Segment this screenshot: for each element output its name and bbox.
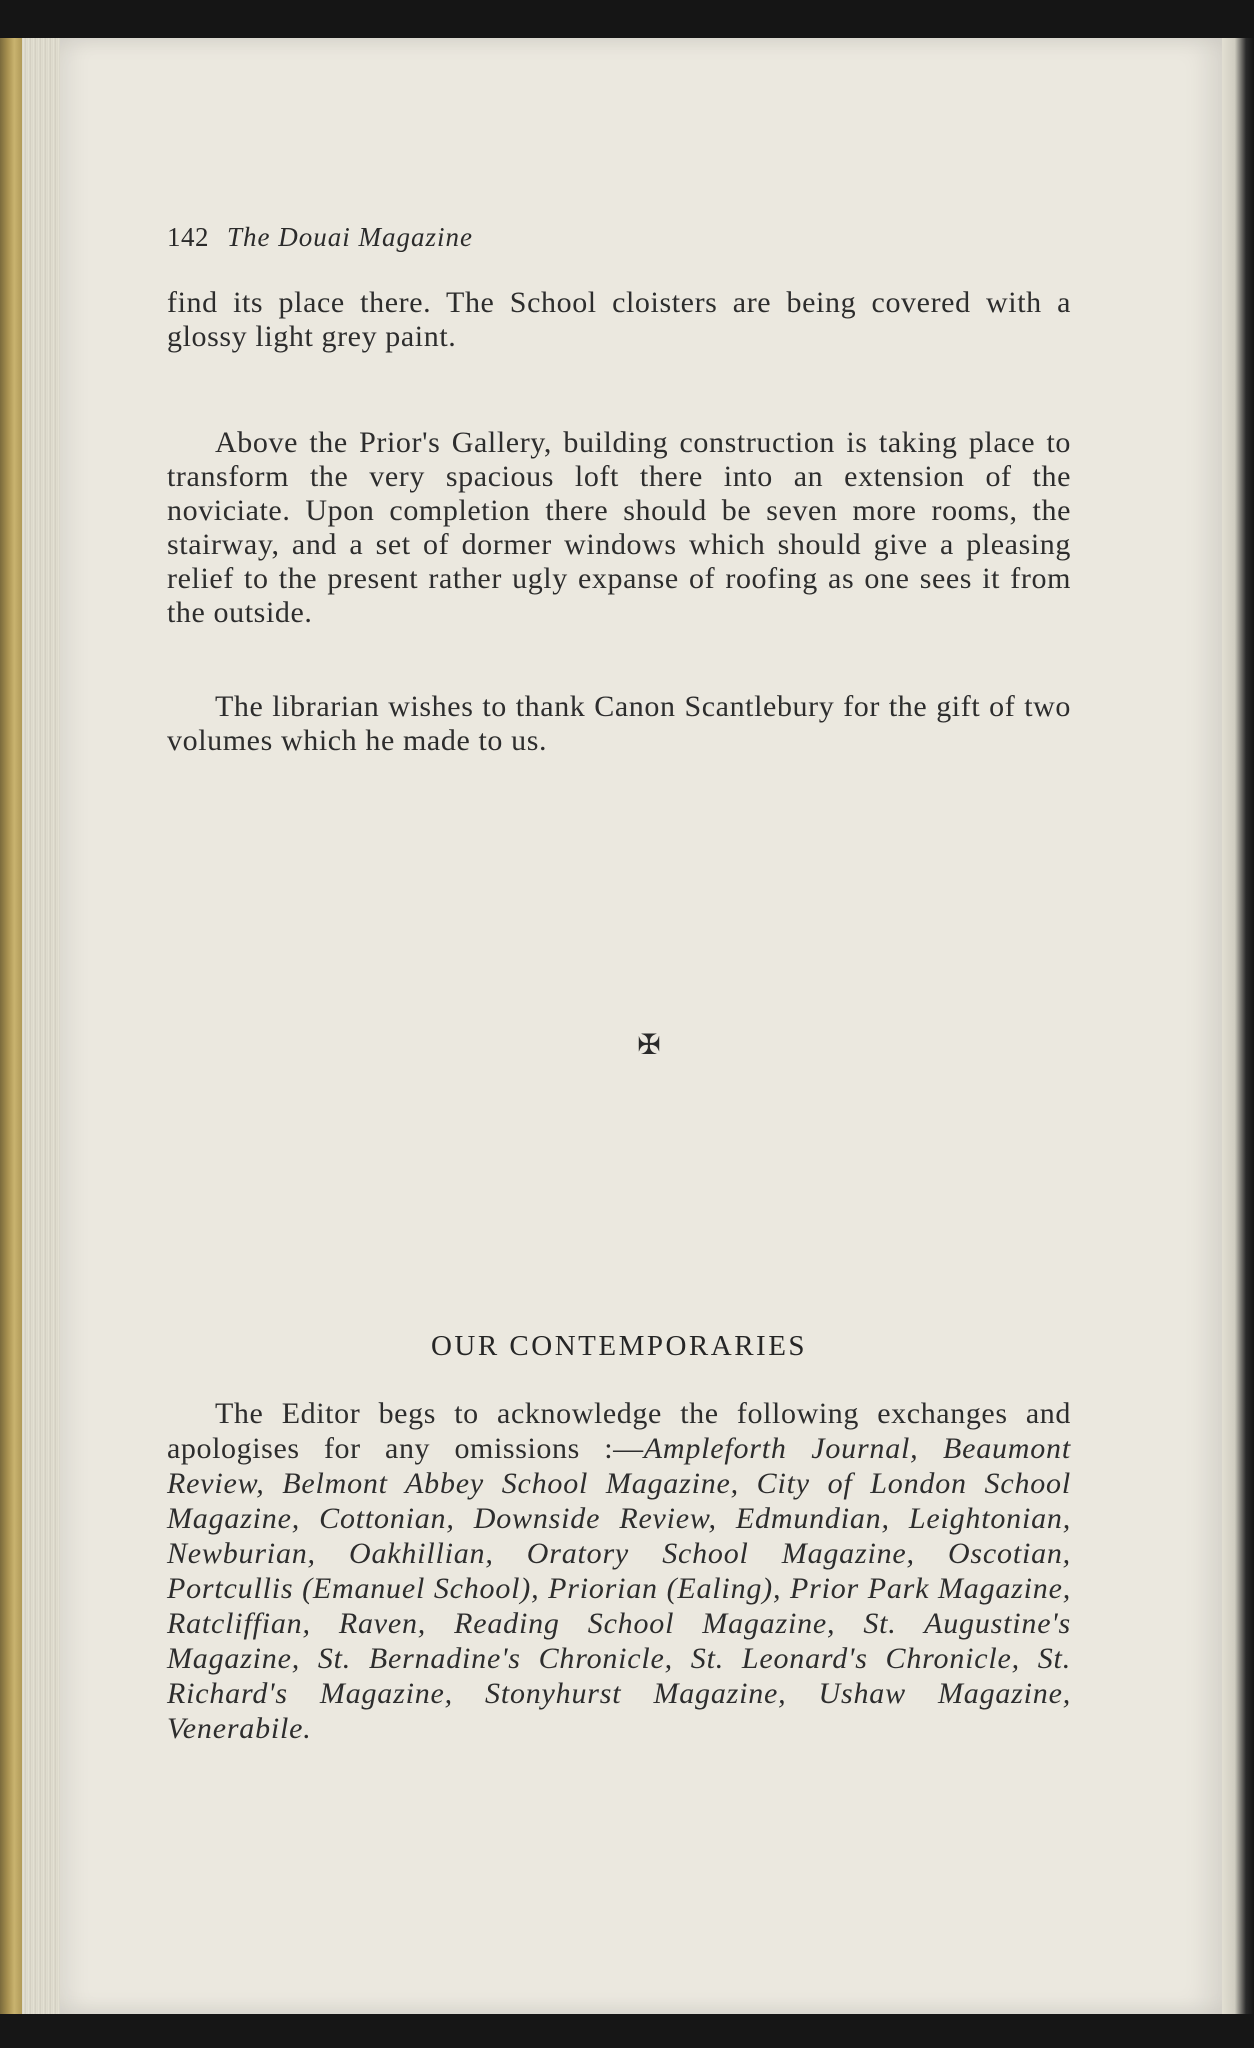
running-header	[167, 222, 473, 253]
section-heading: OUR CONTEMPORARIES	[430, 1330, 808, 1362]
book-spine-edge	[0, 38, 22, 2014]
page-right-edge	[1222, 38, 1254, 2014]
contemporaries-intro: The Editor begs to acknowledge the following exchanges and apologises for any omissions :—	[167, 1397, 1071, 1465]
paragraph-cloisters: find its place there. The School cloisters are being covered with a glossy light grey paint.	[167, 286, 1071, 353]
contemporaries-paragraph	[167, 1396, 1071, 1746]
paragraph-priors-gallery: Above the Prior's Gallery, building construction is taking place to transform the very spacious loft there into an extension of the noviciate. Upon completion there should be seven more rooms, the stairway, and a set of dormer windows which should give a pleasing relief to the present rather ugly expanse of roofing as one sees it from the outside.	[167, 426, 1071, 629]
contemporaries-list: Ampleforth Journal, Beaumont Review, Belmont Abbey School Magazine, City of London School Magazine, Cottonian, Downside Review, Edmundian, Leightonian, Newburian, Oakhillian, Oratory School Magazine, Oscotian, Portcullis (Emanuel School), Priorian (Ealing), Prior Park Magazine, Ratcliffian, Raven, Reading School Magazine, St. Augustine's Magazine, St. Bernadine's Chronicle, St. Leonard's Chronicle, St. Richard's Magazine, Stonyhurst Magazine, Ushaw Magazine, Venerabile.	[167, 1432, 1071, 1745]
paragraph-librarian: The librarian wishes to thank Canon Scantlebury for the gift of two volumes which he made to us.	[167, 690, 1071, 757]
scan-bottom-border	[0, 2014, 1254, 2048]
scan-top-border	[0, 0, 1254, 38]
page-number: 142	[167, 222, 209, 252]
running-title: The Douai Magazine	[227, 222, 473, 252]
cross-ornament-icon: ✠	[637, 1028, 661, 1061]
page-stack-edge	[22, 38, 60, 2014]
